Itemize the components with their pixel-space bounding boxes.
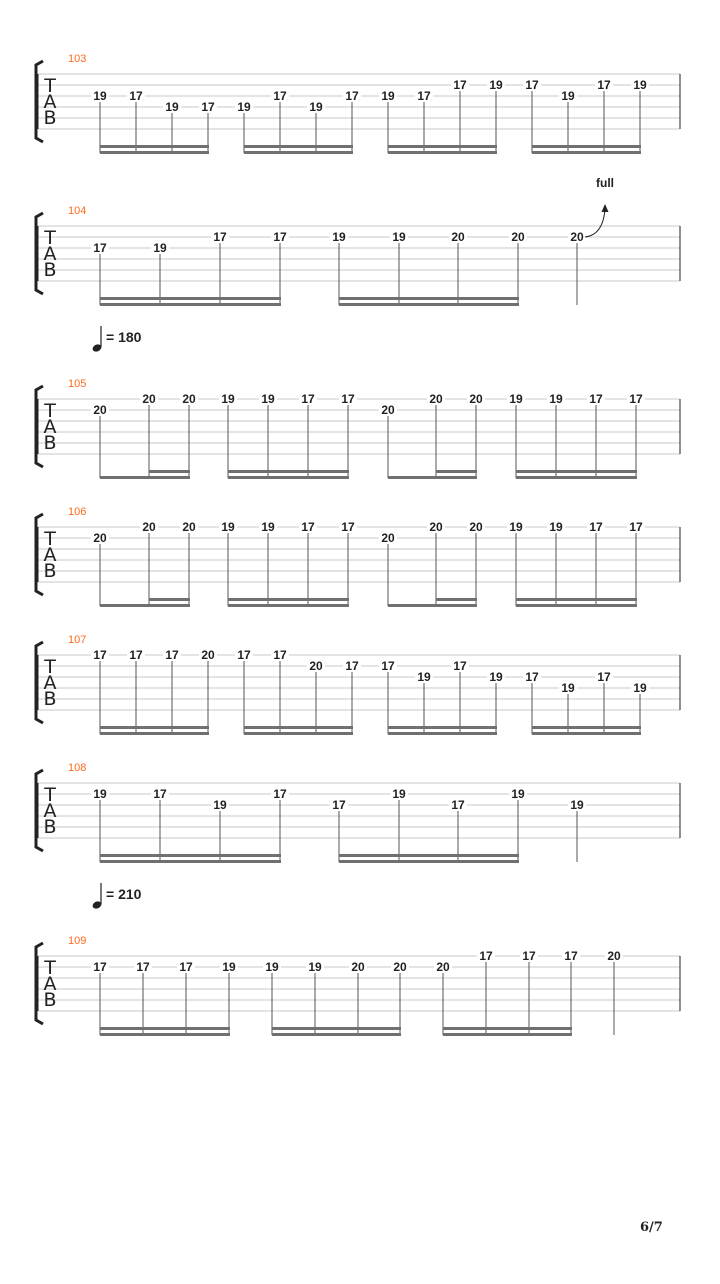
fret-number: 17 <box>525 670 539 684</box>
fret-number: 20 <box>182 392 196 406</box>
beam-primary <box>100 476 190 479</box>
fret-number: 17 <box>597 670 611 684</box>
fret-number: 19 <box>93 787 107 801</box>
tab-clef-letter: A <box>43 672 57 694</box>
beam-primary <box>388 604 477 607</box>
measure-number: 109 <box>68 935 87 947</box>
fret-number: 20 <box>381 403 395 417</box>
fret-number: 20 <box>469 520 483 534</box>
fret-number: 20 <box>511 230 525 244</box>
tab-clef-letter: T <box>44 656 56 678</box>
beam-primary <box>339 860 519 863</box>
fret-number: 17 <box>453 659 467 673</box>
fret-number: 19 <box>221 520 235 534</box>
bend-label: full <box>596 176 614 190</box>
beam-primary <box>388 151 497 154</box>
tab-system-105 <box>36 326 680 479</box>
fret-number: 19 <box>221 392 235 406</box>
beam-primary <box>100 732 209 735</box>
fret-number: 17 <box>332 798 346 812</box>
beam-primary <box>532 151 641 154</box>
beam-primary <box>100 604 190 607</box>
fret-number: 17 <box>165 648 179 662</box>
page-number: 6/7 <box>640 1220 663 1235</box>
beam-secondary <box>532 726 641 729</box>
fret-number: 19 <box>222 960 236 974</box>
beam-secondary <box>149 470 190 473</box>
tab-clef-letter: B <box>43 989 57 1011</box>
measure-number: 108 <box>68 762 87 774</box>
beam-secondary <box>228 470 349 473</box>
fret-number: 19 <box>261 392 275 406</box>
fret-number: 17 <box>597 78 611 92</box>
fret-number: 17 <box>453 78 467 92</box>
beam-primary <box>388 476 477 479</box>
fret-number: 17 <box>345 89 359 103</box>
beam-secondary <box>100 297 281 300</box>
fret-number: 17 <box>273 230 287 244</box>
beam-primary <box>100 303 281 306</box>
fret-number: 20 <box>182 520 196 534</box>
tab-clef-letter: A <box>43 973 57 995</box>
fret-number: 19 <box>261 520 275 534</box>
fret-number: 17 <box>589 520 603 534</box>
beam-secondary <box>100 145 209 148</box>
fret-number: 20 <box>309 659 323 673</box>
beam-primary <box>228 604 349 607</box>
beam-secondary <box>443 1027 572 1030</box>
fret-number: 17 <box>129 89 143 103</box>
tab-clef-letter: T <box>44 784 56 806</box>
measure-number: 107 <box>68 634 87 646</box>
fret-number: 19 <box>153 241 167 255</box>
beam-primary <box>532 732 641 735</box>
beam-secondary <box>100 1027 230 1030</box>
fret-number: 20 <box>607 949 621 963</box>
measure-number: 103 <box>68 53 87 65</box>
beam-secondary <box>339 854 519 857</box>
tab-clef-letter: B <box>43 432 57 454</box>
beam-secondary <box>272 1027 401 1030</box>
beam-primary <box>100 1033 230 1036</box>
fret-number: 20 <box>351 960 365 974</box>
fret-number: 19 <box>489 78 503 92</box>
tab-clef-letter: T <box>44 227 56 249</box>
fret-number: 19 <box>509 520 523 534</box>
fret-number: 19 <box>570 798 584 812</box>
fret-number: 20 <box>429 392 443 406</box>
beam-secondary <box>100 854 281 857</box>
fret-number: 19 <box>509 392 523 406</box>
tab-system-103 <box>36 53 680 154</box>
beam-primary <box>100 860 281 863</box>
fret-number: 19 <box>265 960 279 974</box>
fret-number: 17 <box>564 949 578 963</box>
fret-number: 19 <box>633 681 647 695</box>
beam-secondary <box>532 145 641 148</box>
fret-number: 17 <box>629 520 643 534</box>
fret-number: 19 <box>392 230 406 244</box>
measure-number: 105 <box>68 378 87 390</box>
tab-clef-letter: A <box>43 416 57 438</box>
fret-number: 20 <box>469 392 483 406</box>
tab-clef-letter: B <box>43 816 57 838</box>
fret-number: 19 <box>633 78 647 92</box>
fret-number: 17 <box>201 100 215 114</box>
tab-clef-letter: A <box>43 91 57 113</box>
fret-number: 17 <box>629 392 643 406</box>
fret-number: 20 <box>393 960 407 974</box>
fret-number: 17 <box>341 392 355 406</box>
beam-primary <box>339 303 519 306</box>
system-bracket-icon <box>36 386 43 467</box>
fret-number: 17 <box>381 659 395 673</box>
fret-number: 19 <box>549 520 563 534</box>
tab-clef-letter: A <box>43 800 57 822</box>
measure-number: 104 <box>68 205 87 217</box>
fret-number: 20 <box>451 230 465 244</box>
tab-clef-letter: B <box>43 560 57 582</box>
beam-secondary <box>516 598 637 601</box>
fret-number: 19 <box>417 670 431 684</box>
fret-number: 20 <box>381 531 395 545</box>
fret-number: 19 <box>489 670 503 684</box>
fret-number: 19 <box>309 100 323 114</box>
fret-number: 20 <box>93 403 107 417</box>
tempo-marking: = 180 <box>106 329 142 345</box>
fret-number: 19 <box>237 100 251 114</box>
fret-number: 17 <box>301 392 315 406</box>
tab-system-108 <box>36 762 680 863</box>
fret-number: 17 <box>237 648 251 662</box>
fret-number: 17 <box>345 659 359 673</box>
beam-secondary <box>436 598 477 601</box>
bend-curve <box>585 209 605 237</box>
fret-number: 17 <box>273 787 287 801</box>
beam-primary <box>244 151 353 154</box>
beam-primary <box>100 151 209 154</box>
system-bracket-icon <box>36 943 43 1024</box>
beam-secondary <box>388 145 497 148</box>
fret-number: 17 <box>129 648 143 662</box>
fret-number: 17 <box>589 392 603 406</box>
beam-secondary <box>516 470 637 473</box>
fret-number: 20 <box>93 531 107 545</box>
tab-clef-letter: A <box>43 544 57 566</box>
system-bracket-icon <box>36 213 43 294</box>
fret-number: 20 <box>142 520 156 534</box>
tab-clef-letter: B <box>43 688 57 710</box>
beam-secondary <box>339 297 519 300</box>
tab-clef-letter: T <box>44 400 56 422</box>
fret-number: 17 <box>273 89 287 103</box>
tab-clef-letter: T <box>44 528 56 550</box>
beam-primary <box>244 732 353 735</box>
fret-number: 20 <box>436 960 450 974</box>
tab-system-104 <box>36 176 680 306</box>
fret-number: 17 <box>153 787 167 801</box>
tab-system-109 <box>36 883 680 1036</box>
fret-number: 20 <box>201 648 215 662</box>
beam-secondary <box>244 145 353 148</box>
system-bracket-icon <box>36 770 43 851</box>
fret-number: 17 <box>93 648 107 662</box>
beam-primary <box>443 1033 572 1036</box>
fret-number: 17 <box>93 960 107 974</box>
fret-number: 17 <box>451 798 465 812</box>
fret-number: 19 <box>165 100 179 114</box>
fret-number: 17 <box>479 949 493 963</box>
fret-number: 19 <box>332 230 346 244</box>
tab-system-107 <box>36 634 680 735</box>
system-bracket-icon <box>36 61 43 142</box>
system-bracket-icon <box>36 514 43 595</box>
tab-clef-letter: T <box>44 75 56 97</box>
tab-clef-letter: A <box>43 243 57 265</box>
fret-number: 19 <box>93 89 107 103</box>
tempo-marking: = 210 <box>106 886 142 902</box>
fret-number: 20 <box>142 392 156 406</box>
fret-number: 19 <box>392 787 406 801</box>
beam-primary <box>388 732 497 735</box>
fret-number: 17 <box>341 520 355 534</box>
fret-number: 19 <box>561 89 575 103</box>
fret-number: 19 <box>381 89 395 103</box>
beam-secondary <box>244 726 353 729</box>
beam-secondary <box>228 598 349 601</box>
fret-number: 19 <box>213 798 227 812</box>
beam-secondary <box>388 726 497 729</box>
fret-number: 17 <box>93 241 107 255</box>
fret-number: 20 <box>429 520 443 534</box>
fret-number: 19 <box>561 681 575 695</box>
fret-number: 17 <box>522 949 536 963</box>
tab-clef-letter: B <box>43 259 57 281</box>
beam-primary <box>272 1033 401 1036</box>
fret-number: 17 <box>525 78 539 92</box>
fret-number: 17 <box>417 89 431 103</box>
beam-secondary <box>100 726 209 729</box>
fret-number: 17 <box>273 648 287 662</box>
beam-primary <box>516 604 637 607</box>
fret-number: 17 <box>136 960 150 974</box>
fret-number: 19 <box>511 787 525 801</box>
beam-primary <box>516 476 637 479</box>
fret-number: 19 <box>308 960 322 974</box>
system-bracket-icon <box>36 642 43 723</box>
beam-secondary <box>149 598 190 601</box>
fret-number: 17 <box>301 520 315 534</box>
fret-number: 17 <box>179 960 193 974</box>
fret-number: 17 <box>213 230 227 244</box>
bend-arrow-icon <box>602 204 609 212</box>
tab-clef-letter: T <box>44 957 56 979</box>
fret-number: 20 <box>570 230 584 244</box>
tab-clef-letter: B <box>43 107 57 129</box>
beam-primary <box>228 476 349 479</box>
fret-number: 19 <box>549 392 563 406</box>
tab-system-106 <box>36 506 680 607</box>
measure-number: 106 <box>68 506 87 518</box>
beam-secondary <box>436 470 477 473</box>
